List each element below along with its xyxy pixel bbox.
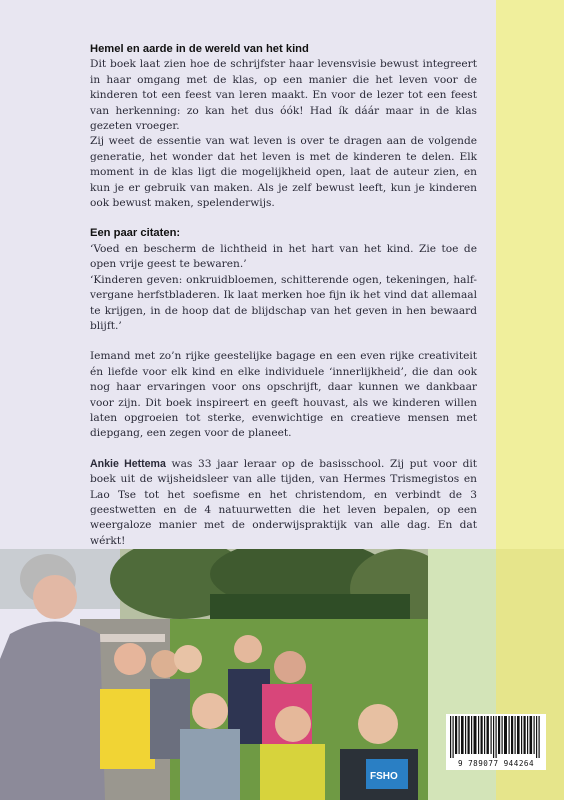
barcode [446, 714, 546, 770]
paragraph-author [90, 457, 477, 549]
photo-illustration [0, 549, 428, 800]
barcode-bars [446, 714, 546, 758]
shirt-text: FSHO [370, 771, 398, 782]
yellow-stripe [496, 0, 564, 549]
quote-kinderen-geven: ‘Kinderen geven: onkruidbloemen, schitterende ogen, tekeningen, half-vergane herfstbladeren. Ik laat merken hoe fijn ik het vind dat allemaal te krijgen, in de hoop dat de blijdschap van het geven in hen bewaard blijft.’ [90, 273, 477, 332]
back-cover-text [90, 42, 477, 549]
paragraph-rijke-bagage: Iemand met zo’n rijke geestelijke bagage en een even rijke creativiteit én liefde voor elk kind en elke individuele ‘innerlijkheid’, die dan ook nog haar ervaringen voor ons opschrijft, daar kunnen we dankbaar voor zijn. Dit boek inspireert en geeft houvast, als we kinderen willen laten opgroeien tot sterke, evenwichtige en creatieve mensen met diepgang, een zegen voor de planeet. [90, 350, 477, 440]
paragraph-intro: Dit boek laat zien hoe de schrijfster haar levensvisie bewust integreert in haar omgang met de klas, op een manier die het leven voor de kinderen tot een feest van leren maakt. En voor de lezer tot een feest van herkenning: zo kan het dus óók! Had ík dáár maar in de klas gezeten vroeger. [90, 58, 477, 133]
cover-photo [0, 549, 428, 800]
heading-citaten: Een paar citaten: [90, 227, 181, 240]
author-name: Ankie Hettema [90, 457, 166, 470]
quote-lichtheid: ‘Voed en bescherm de lichtheid in het hart van het kind. Zie toe de open vrije geest te bewaren.’ [90, 242, 477, 271]
isbn-number: 9 789077 944264 [457, 759, 535, 768]
author-bio: was 33 jaar leraar op de basisschool. Zij put voor dit boek uit de wijsheidsleer van alle tijden, van Hermes Trismegistos en Lao Tse tot het soefisme en het christendom, en verbindt de 3 geestwetten en de 4 natuurwetten die het leven bepalen, op een weergaloze manier met de onderwijspraktijk van alle dag. En dat wérkt! [90, 457, 478, 547]
heading-hemel-en-aarde: Hemel en aarde in de wereld van het kind [90, 43, 309, 55]
paragraph-essentie: Zij weet de essentie van wat leven is over te dragen aan de volgende generatie, het wonder dat het leven is met de kinderen te delen. Elk moment in de klas ligt die mogelijkheid open, laat de auteur zien, en kun je er gebruik van maken. Als je zelf bewust leeft, kun je kinderen ook bewust maken, spelenderwijs. [90, 135, 477, 210]
